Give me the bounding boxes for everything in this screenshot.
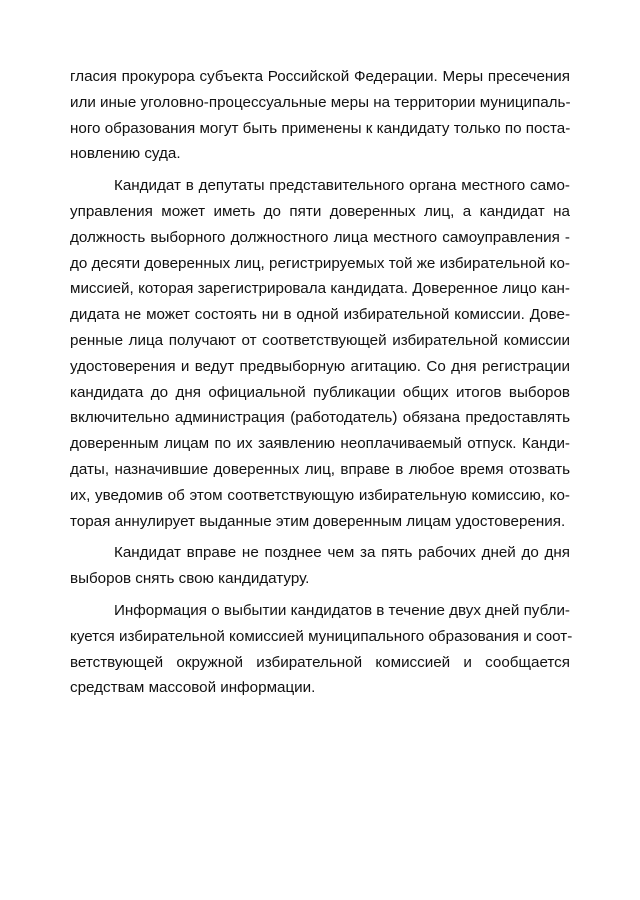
text-line: ветствующей окружной избирательной комиссией и сообщается [70, 653, 570, 671]
text-line: куется избирательной комиссией муниципального образования и соот- [70, 627, 573, 645]
text-line: Кандидат в депутаты представительного органа местного само- [114, 177, 570, 195]
text-line: торая аннулирует выданные этим доверенным лицам удостоверения. [70, 512, 566, 530]
text-line: выборов снять свою кандидатуру. [70, 570, 310, 588]
text-line: или иные уголовно-процессуальные меры на территории муниципаль- [70, 93, 571, 111]
text-line: их, уведомив об этом соответствующую избирательную комиссию, ко- [70, 486, 570, 504]
paragraph-1 [70, 64, 570, 167]
text-line: дидата не может состоять ни в одной избирательной комиссии. Дове- [70, 306, 570, 324]
text-line: доверенным лицам по их заявлению неоплачиваемый отпуск. Канди- [70, 435, 570, 453]
text-line: миссией, которая зарегистрировала кандидата. Доверенное лицо кан- [70, 280, 570, 298]
text-line: новлению суда. [70, 145, 181, 163]
text-line: даты, назначившие доверенных лиц, вправе в любое время отозвать [70, 460, 570, 478]
text-line: управления может иметь до пяти доверенных лиц, а кандидат на [70, 202, 570, 220]
paragraph-3 [70, 540, 570, 592]
paragraph-2 [70, 173, 570, 534]
document-body [70, 64, 573, 701]
text-line: средствам массовой информации. [70, 679, 316, 697]
text-line: Кандидат вправе не позднее чем за пять рабочих дней до дня [114, 544, 570, 562]
text-line: кандидата до дня официальной публикации общих итогов выборов [70, 383, 570, 401]
text-line: должность выборного должностного лица местного самоуправления - [70, 228, 570, 246]
text-line: Информация о выбытии кандидатов в течение двух дней публи- [114, 601, 570, 619]
text-line: включительно администрация (работодатель) обязана предоставлять [70, 409, 570, 427]
text-line: ного образования могут быть применены к кандидату только по поста- [70, 119, 571, 137]
text-line: удостоверения и ведут предвыборную агитацию. Со дня регистрации [70, 357, 570, 375]
text-line: ренные лица получают от соответствующей избирательной комиссии [70, 331, 570, 349]
paragraph-4 [70, 598, 573, 701]
text-line: гласия прокурора субъекта Российской Федерации. Меры пресечения [70, 68, 570, 85]
text-line: до десяти доверенных лиц, регистрируемых той же избирательной ко- [70, 254, 570, 272]
